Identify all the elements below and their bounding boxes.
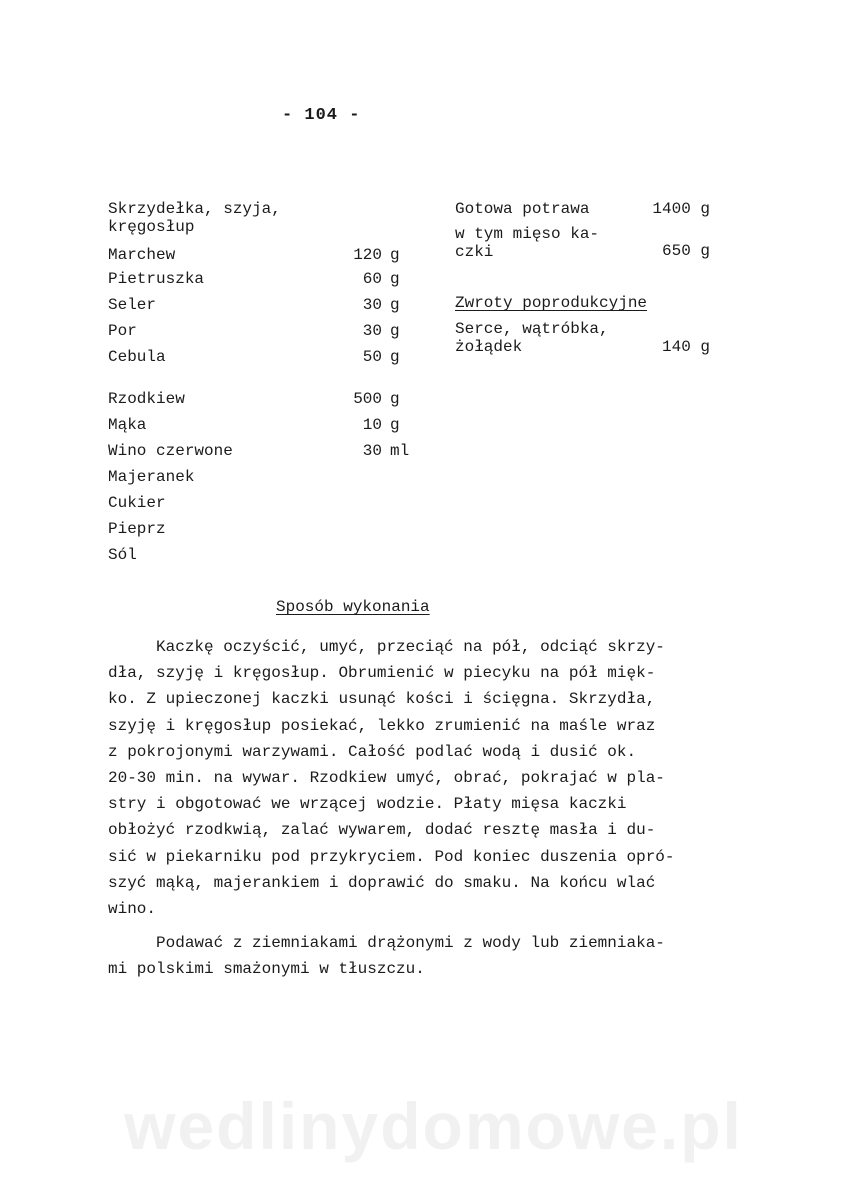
ready-dish-value: 1400 g <box>652 200 710 218</box>
ingredient-quantity <box>330 296 418 314</box>
quantity-value: 60 <box>362 270 382 288</box>
quantity-unit: g <box>390 246 400 264</box>
quantity-unit: g <box>390 390 400 408</box>
quantity-value: 30 <box>362 296 382 314</box>
returns-title: Zwroty poprodukcyjne <box>455 294 648 312</box>
quantity-value: 30 <box>362 322 382 340</box>
quantity-value: 10 <box>362 416 382 434</box>
ingredient-name: Majeranek <box>108 468 195 486</box>
quantity-unit: g <box>390 270 400 288</box>
ingredient-quantity <box>330 270 418 288</box>
ingredient-name: Por <box>108 322 137 340</box>
ingredient-quantity <box>330 442 418 460</box>
returns-label: Serce, wątróbka, żołądek <box>455 320 609 356</box>
ingredient-name: Marchew <box>108 246 176 264</box>
serving-paragraph: Podawać z ziemniakami drążonymi z wody lub ziemniaka- mi polskimi smażonymi w tłuszczu. <box>108 934 665 979</box>
quantity-unit: ml <box>390 442 410 460</box>
method-paragraph: Kaczkę oczyścić, umyć, przeciąć na pół, odciąć skrzy- dła, szyję i kręgosłup. Obrumienić w piecyku na pół mięk- ko. Z upieczonej kaczki usunąć kości i ścięgna. Skrzydła, szyję i kręgosłup posiekać, lekko zrumienić na maśle wraz z pokrojonymi warzywami. Całość podlać wodą i dusić ok. 20-30 min. na wywar. Rzodkiew umyć, obrać, pokrajać w pla- stry i obgotować we wrzącej wodzie. Płaty mięsa kaczki obłożyć rzodkwią, zalać wywarem, dodać resztę masła i du- sić w piekarniku pod przykryciem. Pod koniec duszenia opró- szyć mąką, majerankiem i doprawić do smaku. Na końcu wlać wino. <box>108 638 675 919</box>
ingredient-name: Mąka <box>108 416 147 434</box>
quantity-unit: g <box>390 416 400 434</box>
ingredient-name: Sól <box>108 546 137 564</box>
method-title: Sposób wykonania <box>276 598 430 616</box>
ingredient-name: Pieprz <box>108 520 166 538</box>
ingredient-quantity <box>330 322 418 340</box>
ready-dish-label: Gotowa potrawa <box>455 200 590 218</box>
ingredient-quantity <box>330 416 418 434</box>
ingredient-name: Cebula <box>108 348 166 366</box>
ingredient-name: Seler <box>108 296 157 314</box>
returns-value: 140 g <box>661 338 710 356</box>
ingredient-name: Wino czerwone <box>108 442 233 460</box>
quantity-value: 30 <box>362 442 382 460</box>
ingredient-name: Pietruszka <box>108 270 205 288</box>
ingredient-name: Skrzydełka, szyja, kręgosłup <box>108 200 281 236</box>
quantity-value: 50 <box>362 348 382 366</box>
meat-label: w tym mięso ka- czki <box>455 225 600 261</box>
meat-value: 650 g <box>661 242 710 260</box>
quantity-unit: g <box>390 296 400 314</box>
quantity-value: 500 <box>353 390 382 408</box>
ingredient-quantity <box>330 246 418 264</box>
quantity-unit: g <box>390 322 400 340</box>
ingredient-name: Rzodkiew <box>108 390 185 408</box>
ingredient-name: Cukier <box>108 494 166 512</box>
quantity-value: 120 <box>353 246 382 264</box>
ingredient-quantity <box>330 348 418 366</box>
quantity-unit: g <box>390 348 400 366</box>
page-number: - 104 - <box>282 106 361 125</box>
ingredient-quantity <box>330 390 418 408</box>
watermark: wedlinydomowe.pl <box>124 1089 743 1163</box>
